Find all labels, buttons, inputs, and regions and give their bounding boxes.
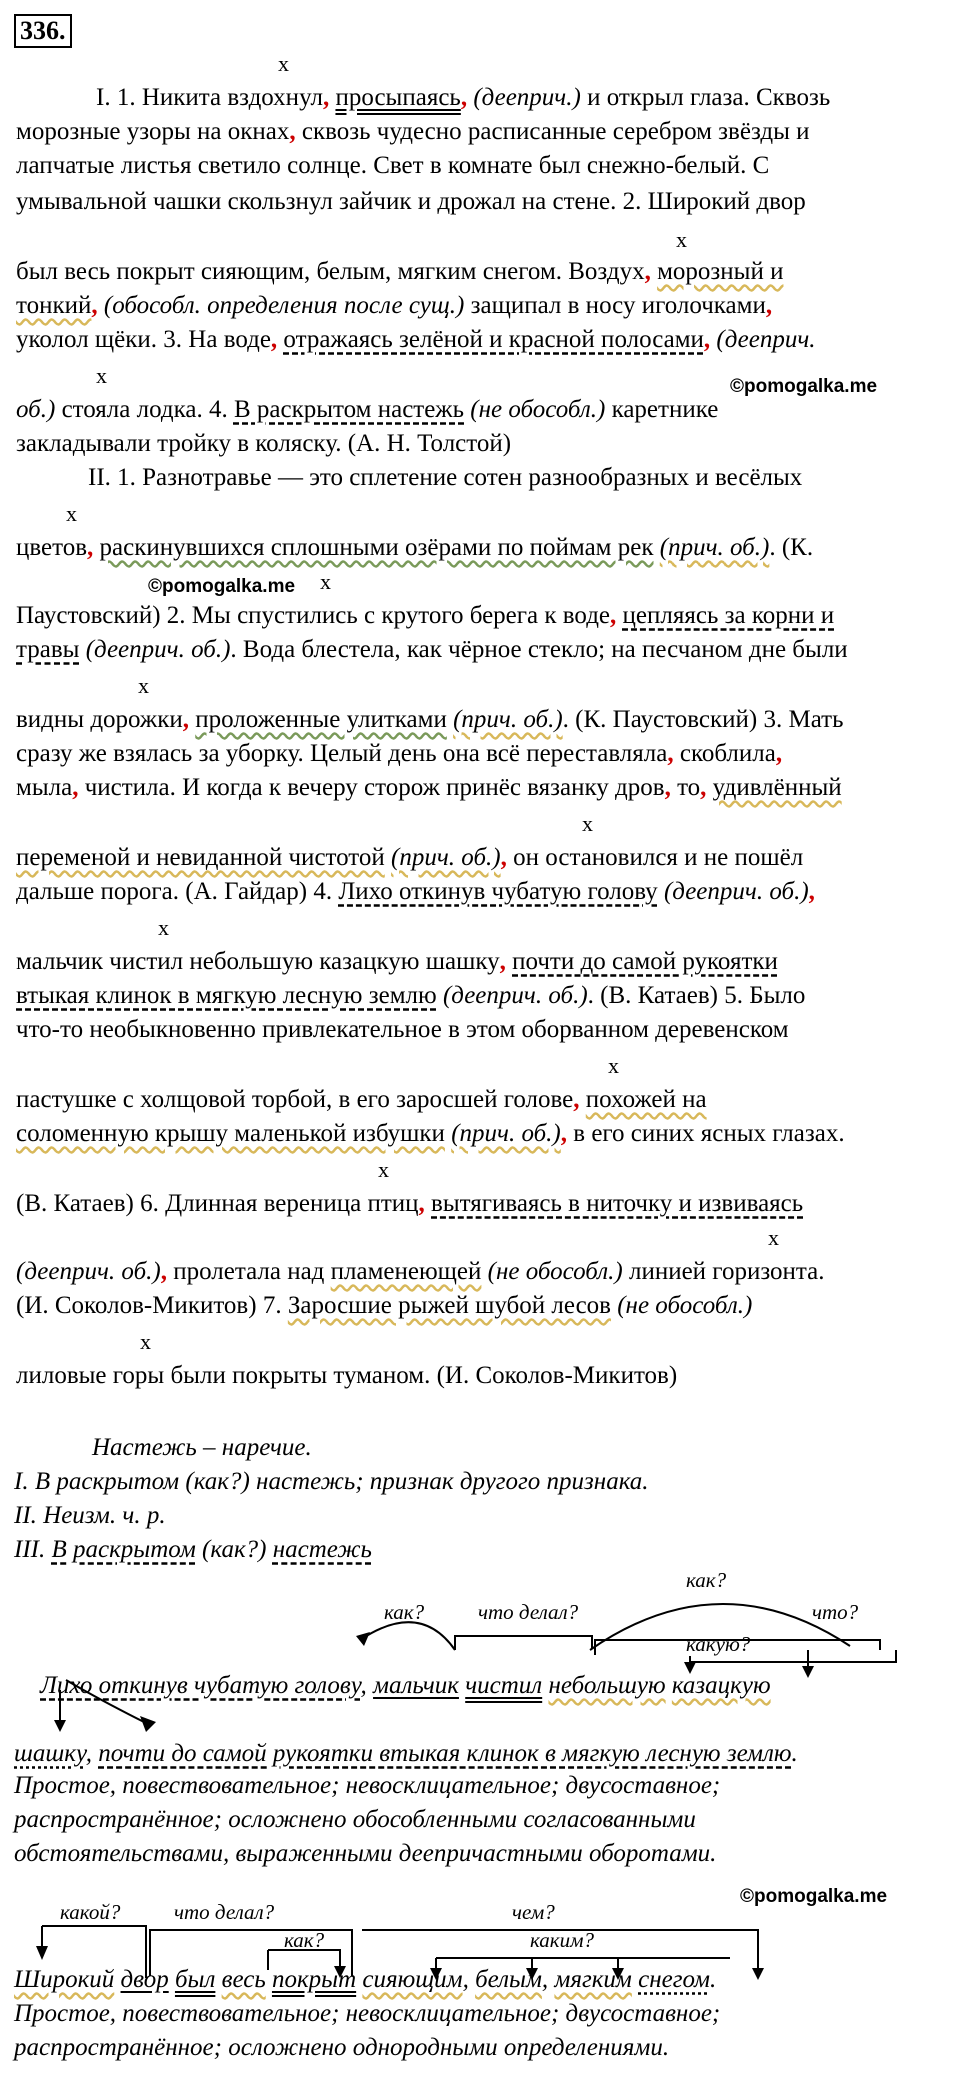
question-label: что?: [812, 1600, 859, 1624]
question-label: чем?: [512, 1900, 555, 1924]
x-mark: x: [378, 1157, 389, 1182]
text-line: (дееприч. об.), пролетала над пламенеющей (не обособл.) линией горизонта.: [16, 1258, 825, 1285]
diagram-1-description: обстоятельствами, выраженными деепричастными оборотами.: [14, 1840, 717, 1867]
x-mark: x: [768, 1225, 779, 1250]
text-line: травы (дееприч. об.). Вода блестела, как чёрное стекло; на песчаном дне были: [16, 636, 848, 663]
text-line: уколол щёки. 3. На воде, отражаясь зелёной и красной полосами, (дееприч.: [16, 326, 816, 353]
x-mark: x: [608, 1053, 619, 1078]
text-line: (В. Катаев) 6. Длинная вереница птиц, вытягиваясь в ниточку и извиваясь: [16, 1190, 804, 1217]
question-label: каким?: [530, 1928, 595, 1952]
diagram-1-description: распространённое; осложнено обособленными согласованными: [14, 1806, 696, 1833]
diagram-sentence-2: Широкий двор был весь покрыт сияющим, белым, мягким снегом.: [14, 1966, 717, 1993]
morph-line: I. В раскрытом (как?) настежь; признак другого признака.: [14, 1468, 649, 1495]
x-mark: x: [676, 227, 687, 252]
text-line: мыла, чистила. И когда к вечеру сторож принёс вязанку дров, то, удивлённый: [16, 774, 842, 801]
question-label: какой?: [60, 1900, 121, 1924]
question-label: что делал?: [478, 1600, 579, 1624]
x-mark: x: [138, 673, 149, 698]
text-line: мальчик чистил небольшую казацкую шашку, почти до самой рукоятки: [16, 948, 778, 975]
exercise-number: 336.: [14, 14, 72, 48]
text-line: (И. Соколов-Микитов) 7. Заросшие рыжей шубой лесов (не обособл.): [16, 1292, 753, 1319]
question-label: что делал?: [174, 1900, 275, 1924]
text-line: тонкий, (обособл. определения после сущ.) защипал в носу иголочками,: [16, 292, 773, 319]
morph-line: III. В раскрытом (как?) настежь: [14, 1536, 372, 1563]
text-line: об.) стояла лодка. 4. В раскрытом настежь (не обособл.) каретнике: [16, 396, 719, 423]
text-line: морозные узоры на окнах, сквозь чудесно расписанные серебром звёзды и: [16, 118, 810, 145]
question-label: как?: [384, 1600, 425, 1624]
text-line: что-то необыкновенно привлекательное в этом оборванном деревенском: [16, 1016, 789, 1043]
text-line: лиловые горы были покрыты туманом. (И. Соколов-Микитов): [16, 1362, 678, 1389]
x-mark: x: [278, 51, 289, 76]
diagram-sentence-1b: шашку, почти до самой рукоятки втыкая клинок в мягкую лесную землю.: [14, 1740, 798, 1767]
text-line: умывальной чашки скользнул зайчик и дрожал на стене. 2. Широкий двор: [16, 188, 806, 215]
text-line: видны дорожки, проложенные улитками (прич. об.). (К. Паустовский) 3. Мать: [16, 706, 844, 733]
text-line: был весь покрыт сияющим, белым, мягким снегом. Воздух, морозный и: [16, 258, 784, 285]
text-line: Паустовский) 2. Мы спустились с крутого берега к воде, цепляясь за корни и: [16, 602, 835, 629]
watermark: ©pomogalka.me: [740, 1886, 888, 1907]
text-line: дальше порога. (А. Гайдар) 4. Лихо откинув чубатую голову (дееприч. об.),: [16, 878, 815, 905]
text-line: соломенную крышу маленькой избушки (прич. об.), в его синих ясных глазах.: [16, 1120, 845, 1147]
diagram-1-description: Простое, повествовательное; невосклицательное; двусоставное;: [14, 1772, 721, 1799]
text-line: сразу же взялась за уборку. Целый день она всё переставляла, скоблила,: [16, 740, 783, 767]
watermark: ©pomogalka.me: [148, 576, 296, 597]
text-line: пастушке с холщовой торбой, в его заросшей голове, похожей на: [16, 1086, 707, 1113]
diagram-2-description: Простое, повествовательное; невосклицательное; двусоставное;: [14, 2000, 721, 2027]
x-mark: x: [140, 1329, 151, 1354]
text-line: I. 1. Никита вздохнул, просыпаясь, (дееприч.) и открыл глаза. Сквозь: [96, 84, 831, 111]
question-label: какую?: [686, 1632, 751, 1656]
text-line: II. 1. Разнотравье — это сплетение сотен разнообразных и весёлых: [88, 464, 803, 491]
question-label: как?: [284, 1928, 325, 1952]
text-line: лапчатые листья светило солнце. Свет в комнате был снежно-белый. С: [16, 152, 770, 179]
x-mark: x: [96, 363, 107, 388]
x-mark: x: [320, 569, 331, 594]
diagram-sentence-1a: Лихо откинув чубатую голову, мальчик чистил небольшую казацкую: [40, 1672, 771, 1699]
text-line: цветов, раскинувшихся сплошными озёрами по поймам рек (прич. об.). (К.: [16, 534, 814, 561]
diagram-2-description: распространённое; осложнено однородными определениями.: [14, 2034, 670, 2061]
text-line: переменой и невиданной чистотой (прич. об.), он остановился и не пошёл: [16, 844, 804, 871]
text-line: втыкая клинок в мягкую лесную землю (дееприч. об.). (В. Катаев) 5. Было: [16, 982, 806, 1009]
x-mark: x: [66, 501, 77, 526]
text-line: закладывали тройку в коляску. (А. Н. Толстой): [16, 430, 512, 457]
morph-line: II. Неизм. ч. р.: [14, 1502, 166, 1529]
question-label: как?: [686, 1568, 727, 1592]
x-mark: x: [582, 811, 593, 836]
watermark: ©pomogalka.me: [730, 376, 878, 397]
morph-line: Настежь – наречие.: [92, 1434, 312, 1461]
x-mark: x: [158, 915, 169, 940]
